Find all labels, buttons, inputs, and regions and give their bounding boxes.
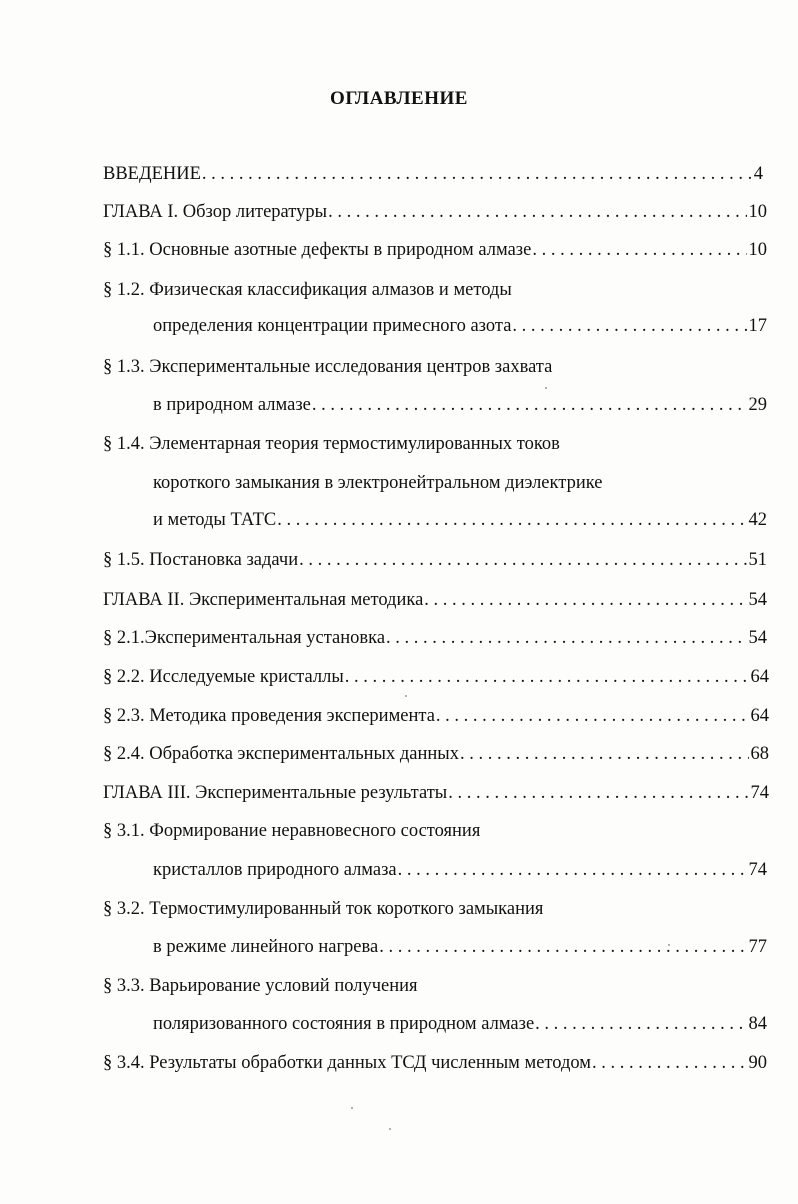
scan-speck bbox=[351, 1107, 353, 1109]
toc-entry-text: § 2.4. Обработка экспериментальных данных bbox=[103, 744, 459, 764]
toc-entry bbox=[103, 280, 512, 306]
toc-entry-page: 54 bbox=[748, 590, 767, 610]
toc-entry bbox=[103, 1053, 767, 1079]
toc-entry-page: 64 bbox=[750, 667, 769, 687]
scan-speck bbox=[668, 944, 670, 946]
toc-entry-page: 54 bbox=[748, 628, 767, 648]
dot-leader bbox=[535, 1014, 746, 1035]
toc-entry bbox=[103, 976, 418, 1002]
toc-entry-text: кристаллов природного алмаза bbox=[153, 860, 397, 880]
toc-entry-text: § 1.4. Элементарная теория термостимулированных токов bbox=[103, 434, 560, 454]
dot-leader bbox=[202, 164, 752, 185]
dot-leader bbox=[299, 550, 746, 571]
toc-entry bbox=[103, 164, 763, 190]
toc-entry bbox=[153, 473, 602, 499]
scan-speck bbox=[545, 387, 547, 389]
toc-entry-page: 68 bbox=[750, 744, 769, 764]
toc-entry-text: поляризованного состояния в природном алмазе bbox=[153, 1014, 535, 1034]
scan-speck bbox=[389, 1128, 391, 1130]
toc-entry-page: 74 bbox=[748, 860, 767, 880]
toc-entry-text: § 2.1.Экспериментальная установка bbox=[103, 628, 386, 648]
toc-entry bbox=[103, 821, 480, 847]
toc-entry bbox=[103, 899, 543, 925]
dot-leader bbox=[277, 510, 746, 531]
toc-entry bbox=[103, 590, 767, 616]
dot-leader bbox=[436, 706, 749, 727]
toc-entry-text: § 1.5. Постановка задачи bbox=[103, 550, 299, 570]
toc-entry-text: ВВЕДЕНИЕ bbox=[103, 164, 201, 184]
toc-entry-page: 74 bbox=[750, 783, 769, 803]
toc-entry-text: и методы ТАТС bbox=[153, 510, 277, 530]
toc-entry-text: ГЛАВА II. Экспериментальная методика bbox=[103, 590, 424, 610]
dot-leader bbox=[345, 667, 749, 688]
toc-entry bbox=[103, 357, 552, 383]
toc-entry bbox=[103, 783, 769, 809]
toc-entry bbox=[103, 240, 767, 266]
toc-entry-text: в природном алмазе bbox=[153, 395, 311, 415]
toc-entry bbox=[103, 202, 767, 228]
toc-entry bbox=[153, 937, 767, 963]
dot-leader bbox=[424, 590, 746, 611]
toc-entry-text: определения концентрации примесного азота bbox=[153, 316, 512, 336]
toc-entry bbox=[103, 550, 767, 576]
toc-entry bbox=[103, 667, 769, 693]
toc-entry bbox=[103, 628, 767, 654]
dot-leader bbox=[386, 628, 746, 649]
dot-leader bbox=[532, 240, 746, 261]
toc-entry bbox=[153, 316, 767, 342]
toc-entry bbox=[153, 860, 767, 886]
scan-speck bbox=[405, 695, 407, 697]
toc-entry-text: § 3.1. Формирование неравновесного состояния bbox=[103, 821, 481, 841]
toc-entry-text: § 3.3. Варьирование условий получения bbox=[103, 976, 418, 996]
toc-entry bbox=[153, 395, 767, 421]
toc-entry-page: 42 bbox=[748, 510, 767, 530]
toc-entry-text: ГЛАВА I. Обзор литературы bbox=[103, 202, 328, 222]
toc-entry bbox=[153, 510, 767, 536]
toc-entry-text: § 2.2. Исследуемые кристаллы bbox=[103, 667, 344, 687]
toc-entry bbox=[103, 706, 769, 732]
toc-entry-page: 77 bbox=[748, 937, 767, 957]
toc-entry-page: 10 bbox=[748, 202, 767, 222]
dot-leader bbox=[460, 744, 749, 765]
dot-leader bbox=[312, 395, 747, 416]
toc-entry-text: в режиме линейного нагрева bbox=[153, 937, 379, 957]
toc-entry bbox=[103, 434, 560, 460]
toc-entry-page: 84 bbox=[748, 1014, 767, 1034]
toc-entry bbox=[103, 744, 769, 770]
toc-entry-text: короткого замыкания в электронейтральном диэлектрике bbox=[153, 473, 603, 493]
page-title: ОГЛАВЛЕНИЕ bbox=[330, 88, 468, 109]
toc-entry-text: § 3.4. Результаты обработки данных ТСД численным методом bbox=[103, 1053, 591, 1073]
toc-entry-page: 90 bbox=[748, 1053, 767, 1073]
toc-entry bbox=[153, 1014, 767, 1040]
toc-entry-text: § 2.3. Методика проведения эксперимента bbox=[103, 706, 435, 726]
dot-leader bbox=[512, 316, 746, 337]
toc-entry-page: 10 bbox=[748, 240, 767, 260]
toc-entry-page: 17 bbox=[748, 316, 767, 336]
dot-leader bbox=[328, 202, 746, 223]
toc-entry-text: § 1.1. Основные азотные дефекты в природном алмазе bbox=[103, 240, 532, 260]
toc-entry-page: 64 bbox=[750, 706, 769, 726]
toc-entry-page: 29 bbox=[748, 395, 767, 415]
toc-entry-text: ГЛАВА III. Экспериментальные результаты bbox=[103, 783, 448, 803]
dot-leader bbox=[592, 1053, 747, 1074]
dot-leader bbox=[448, 783, 748, 804]
toc-entry-page: 4 bbox=[753, 164, 763, 184]
dot-leader bbox=[398, 860, 747, 881]
toc-entry-text: § 3.2. Термостимулированный ток короткого замыкания bbox=[103, 899, 544, 919]
toc-entry-text: § 1.3. Экспериментальные исследования центров захвата bbox=[103, 357, 553, 377]
toc-entry-text: § 1.2. Физическая классификация алмазов и методы bbox=[103, 280, 512, 300]
dot-leader bbox=[379, 937, 746, 958]
toc-entry-page: 51 bbox=[748, 550, 767, 570]
